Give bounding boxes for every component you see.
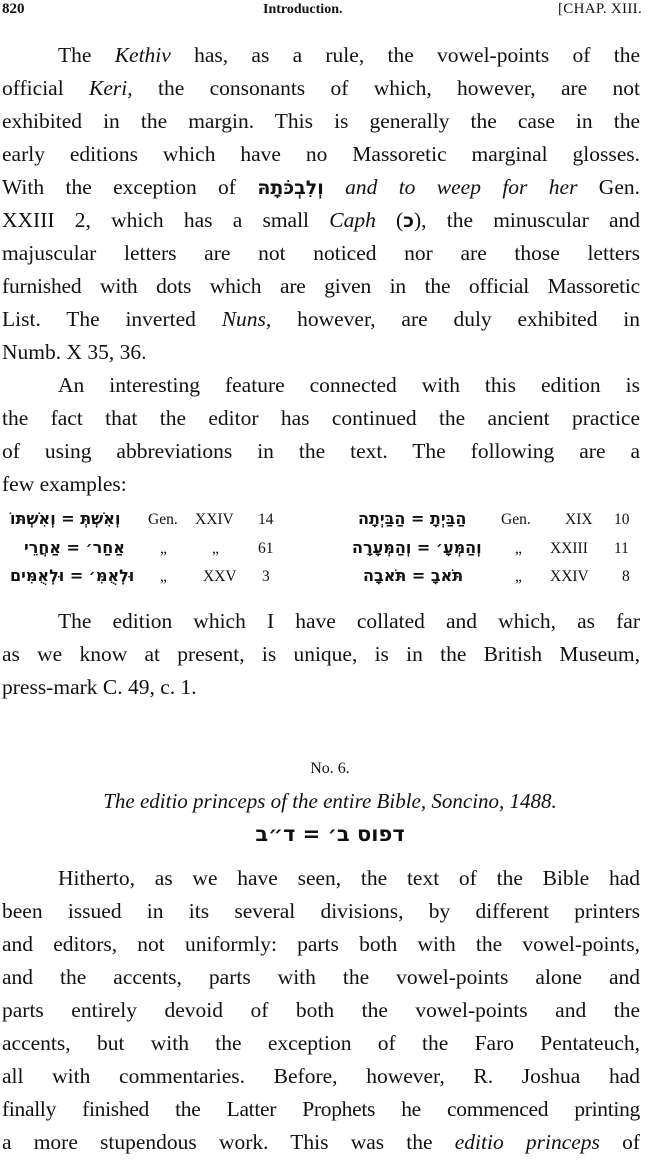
- text-line: and editors, not uniformly: parts both with the vowel-points,: [2, 932, 640, 956]
- example-hebrew: וְהַמְּעָ׳ = וְהַמְּעָרָה: [352, 538, 482, 557]
- text-line: press-mark C. 49, c. 1.: [2, 675, 197, 699]
- example-row: [363, 566, 463, 586]
- example-book: „: [515, 540, 522, 557]
- example-chapter: XXIV: [195, 511, 234, 528]
- text-line: finally finished the Latter Prophets he commenced printing: [2, 1097, 640, 1121]
- example-chapter: XIX: [565, 511, 593, 528]
- text-line: With the exception of וְלִבְכֹּתָהּ and to weep for her Gen.: [2, 175, 640, 199]
- text-line: accents, but with the exception of the Faro Pentateuch,: [2, 1031, 640, 1055]
- example-hebrew: הַבַּיְתָ = הַבַּיְתָה: [358, 509, 467, 528]
- text-line: XXIII 2, which has a small Caph (כ), the minuscular and: [2, 208, 640, 232]
- text-line: the fact that the editor has continued the ancient practice: [2, 406, 640, 430]
- example-book: „: [160, 540, 167, 557]
- running-header: [2, 1, 642, 23]
- example-row: [10, 566, 134, 586]
- example-chapter: „: [212, 540, 219, 557]
- text-line: a more stupendous work. This was the editio princeps of: [2, 1130, 640, 1154]
- example-verse: 14: [258, 511, 274, 528]
- example-verse: 61: [258, 540, 274, 557]
- example-hebrew: תֹּאבָ = תֹּאבָה: [363, 566, 464, 585]
- text-line: The edition which I have collated and which, as far: [58, 609, 640, 633]
- text-line: An interesting feature connected with this edition is: [58, 373, 640, 397]
- text-line: early editions which have no Massoretic marginal glosses.: [2, 142, 640, 166]
- section-number: No. 6.: [310, 760, 350, 777]
- text-line: The Kethiv has, as a rule, the vowel-points of the: [58, 43, 640, 67]
- hebrew-word: וְלִבְכֹּתָהּ: [257, 177, 324, 199]
- text-line: as we know at present, is unique, is in the British Museum,: [2, 642, 640, 666]
- example-verse: 3: [262, 568, 270, 585]
- paragraph-british-museum: [2, 605, 640, 704]
- running-title: Introduction.: [263, 2, 343, 17]
- example-chapter: XXIII: [550, 540, 588, 557]
- example-row: [10, 509, 120, 529]
- text-line: majuscular letters are not noticed nor are those letters: [2, 241, 640, 265]
- example-chapter: XXIV: [550, 568, 589, 585]
- example-hebrew: אַחַר׳ = אַחֲרֵי: [24, 538, 125, 557]
- text-line: List. The inverted Nuns, however, are duly exhibited in: [2, 307, 640, 331]
- example-book: „: [160, 568, 167, 585]
- example-verse: 8: [622, 568, 630, 585]
- example-row: [358, 509, 466, 529]
- hebrew-letter-caph: כ: [403, 210, 414, 232]
- example-hebrew: וְאִשְׁתְּ = וְאִשְׁתּוֹ: [10, 509, 121, 528]
- example-book: Gen.: [501, 511, 531, 528]
- example-row: [24, 538, 125, 558]
- text-line: official Keri, the consonants of which, however, are not: [2, 76, 641, 100]
- chapter-marker: [CHAP. XIII.: [557, 1, 642, 17]
- example-verse: 11: [614, 540, 629, 557]
- section-title: The editio princeps of the entire Bible, Soncino, 1488.: [103, 789, 557, 813]
- text-line: exhibited in the margin. This is generally the case in the: [2, 109, 640, 133]
- text-line: been issued in its several divisions, by different printers: [2, 899, 640, 923]
- example-book: Gen.: [148, 511, 178, 528]
- example-chapter: XXV: [203, 568, 237, 585]
- page-number: 820: [2, 1, 25, 17]
- example-verse: 10: [614, 511, 630, 528]
- text-line: few examples:: [2, 472, 127, 496]
- text-line: and the accents, parts with the vowel-points alone and: [2, 965, 640, 989]
- paragraph-kethiv: [2, 39, 640, 369]
- text-line: Numb. X 35, 36.: [2, 340, 147, 364]
- paragraph-abbreviations: [2, 369, 640, 501]
- text-line: of using abbreviations in the text. The following are a: [2, 439, 640, 463]
- example-row: [352, 538, 482, 558]
- paragraph-hitherto: [2, 862, 640, 1159]
- example-book: „: [515, 568, 522, 585]
- example-hebrew: וּלְאֻמִּ׳ = וּלְאֻמִּים: [10, 566, 135, 585]
- section-hebrew-title: דפוס ב׳ = ד״ב: [255, 822, 405, 846]
- text-line: furnished with dots which are given in the official Massoretic: [2, 274, 640, 298]
- text-line: Hitherto, as we have seen, the text of the Bible had: [58, 866, 640, 890]
- text-line: parts entirely devoid of both the vowel-points and the: [2, 998, 640, 1022]
- text-line: all with commentaries. Before, however, R. Joshua had: [2, 1064, 640, 1088]
